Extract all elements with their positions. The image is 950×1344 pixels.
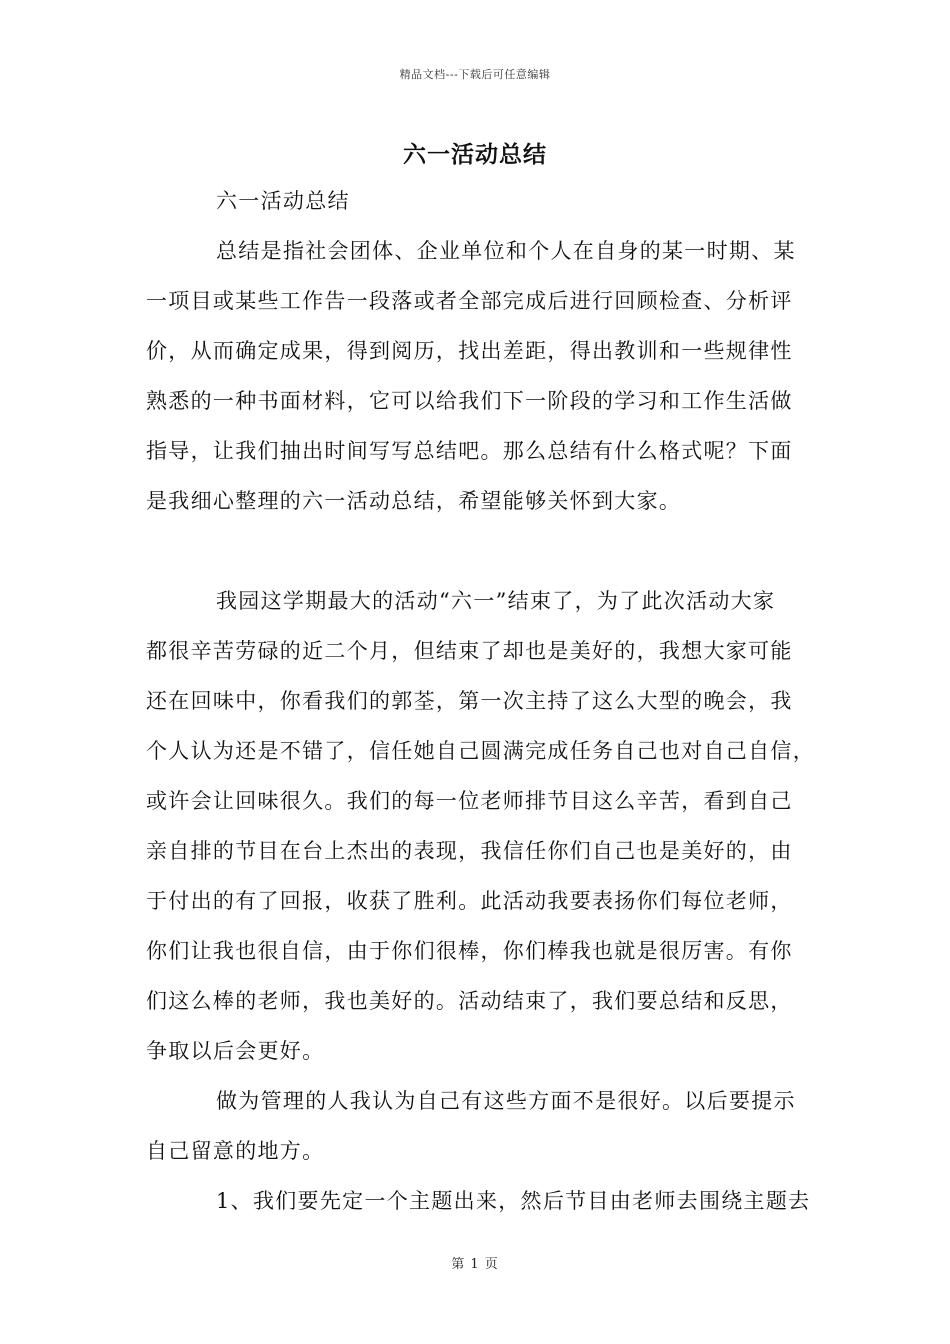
paragraph-line: 或许会让回味很久。我们的每一位老师排节目这么辛苦，看到自己 bbox=[146, 789, 793, 813]
paragraph-line: 们这么棒的老师，我也美好的。活动结束了，我们要总结和反思， bbox=[146, 989, 793, 1013]
paragraph-line: 一项目或某些工作告一段落或者全部完成后进行回顾检查、分析评 bbox=[146, 289, 793, 313]
paragraph-line: 我园这学期最大的活动“六一”结束了，为了此次活动大家 bbox=[216, 589, 776, 613]
page-header: 精品文档---下载后可任意编辑 bbox=[399, 68, 551, 81]
paragraph-line: 于付出的有了回报，收获了胜利。此活动我要表扬你们每位老师， bbox=[146, 889, 793, 913]
paragraph-line: 指导，让我们抽出时间写写总结吧。那么总结有什么格式呢？下面 bbox=[146, 439, 793, 463]
paragraph-line: 总结是指社会团体、企业单位和个人在自身的某一时期、某 bbox=[216, 239, 796, 263]
paragraph-line: 亲自排的节目在台上杰出的表现，我信任你们自己也是美好的，由 bbox=[146, 839, 793, 863]
paragraph-line: 争取以后会更好。 bbox=[146, 1039, 325, 1063]
paragraph-line: 个人认为还是不错了，信任她自己圆满完成任务自己也对自己自信， bbox=[146, 739, 815, 763]
page-footer: 第 1 页 bbox=[451, 1257, 499, 1272]
paragraph-line: 都很辛苦劳碌的近二个月，但结束了却也是美好的，我想大家可能 bbox=[146, 639, 793, 663]
paragraph-line: 价，从而确定成果，得到阅历，找出差距，得出教训和一些规律性 bbox=[146, 339, 793, 363]
document-title: 六一活动总结 bbox=[403, 141, 547, 168]
paragraph-line: 自己留意的地方。 bbox=[146, 1139, 325, 1163]
paragraph-line: 是我细心整理的六一活动总结，希望能够关怀到大家。 bbox=[146, 489, 682, 513]
document-body bbox=[146, 176, 836, 1226]
paragraph-line: 做为管理的人我认为自己有这些方面不是很好。以后要提示 bbox=[216, 1089, 796, 1113]
paragraph-line: 还在回味中，你看我们的郭荃，第一次主持了这么大型的晚会，我 bbox=[146, 689, 793, 713]
list-item-line: 1、我们要先定一个主题出来，然后节目由老师去围绕主题去 bbox=[216, 1189, 811, 1213]
paragraph-line: 熟悉的一种书面材料，它可以给我们下一阶段的学习和工作生活做 bbox=[146, 389, 793, 413]
blank-line bbox=[146, 526, 836, 576]
subtitle-line: 六一活动总结 bbox=[216, 189, 350, 213]
paragraph-line: 你们让我也很自信，由于你们很棒，你们棒我也就是很厉害。有你 bbox=[146, 939, 793, 963]
